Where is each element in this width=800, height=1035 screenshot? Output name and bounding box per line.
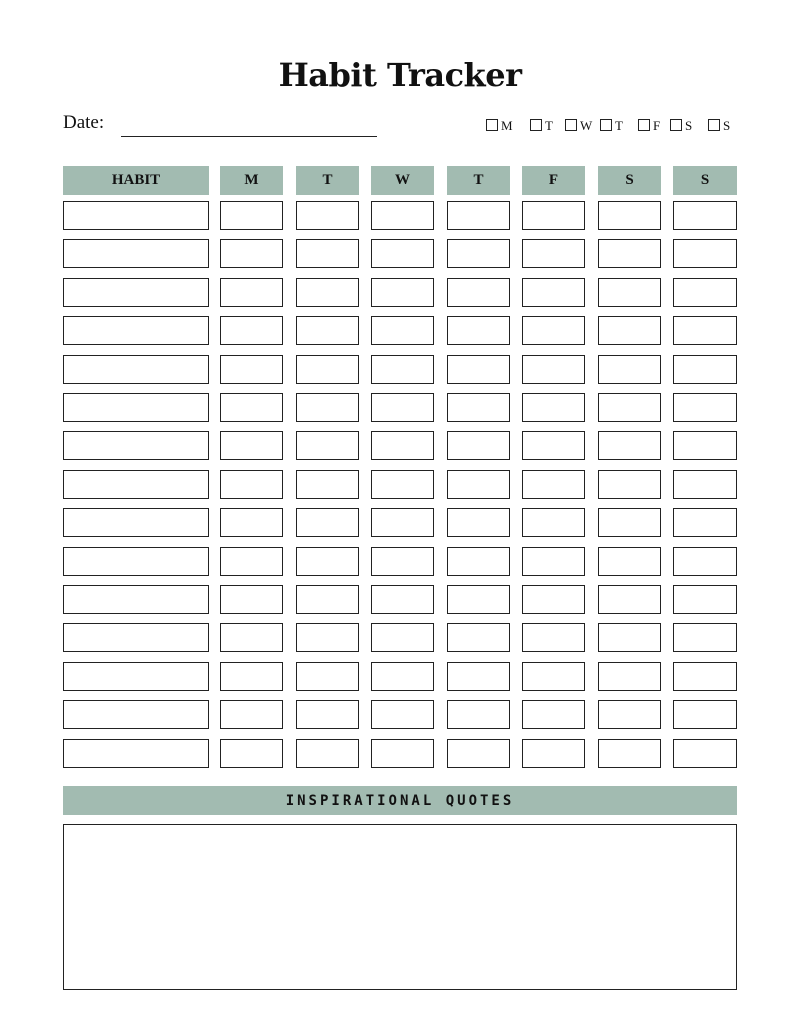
habit-day-cell[interactable]: [220, 278, 283, 307]
habit-day-cell[interactable]: [522, 623, 585, 652]
day-checkbox[interactable]: [565, 119, 577, 131]
habit-day-cell[interactable]: [598, 547, 661, 576]
habit-day-cell[interactable]: [220, 508, 283, 537]
habit-day-cell[interactable]: [522, 508, 585, 537]
day-checkbox[interactable]: [708, 119, 720, 131]
habit-day-cell[interactable]: [447, 508, 510, 537]
habit-day-cell[interactable]: [522, 662, 585, 691]
day-check-label: T: [545, 118, 553, 133]
habit-day-cell[interactable]: [296, 355, 359, 384]
habit-day-cell[interactable]: [220, 355, 283, 384]
day-check-label: M: [501, 118, 513, 133]
habit-name-cell[interactable]: [63, 470, 209, 499]
habit-day-cell[interactable]: [296, 201, 359, 230]
habit-day-cell[interactable]: [447, 470, 510, 499]
habit-day-cell[interactable]: [673, 662, 737, 691]
habit-day-cell[interactable]: [673, 431, 737, 460]
habit-day-cell[interactable]: [371, 547, 434, 576]
page-title: Habit Tracker: [278, 56, 522, 94]
day-checkbox[interactable]: [530, 119, 542, 131]
habit-day-cell[interactable]: [522, 201, 585, 230]
column-header-day: T: [447, 166, 510, 195]
habit-day-cell[interactable]: [447, 316, 510, 345]
habit-day-cell[interactable]: [220, 470, 283, 499]
habit-day-cell[interactable]: [673, 316, 737, 345]
habit-day-cell[interactable]: [522, 239, 585, 268]
habit-day-cell[interactable]: [522, 355, 585, 384]
habit-day-cell[interactable]: [296, 623, 359, 652]
habit-day-cell[interactable]: [296, 662, 359, 691]
day-checkbox[interactable]: [638, 119, 650, 131]
habit-day-cell[interactable]: [522, 316, 585, 345]
habit-day-cell[interactable]: [447, 585, 510, 614]
habit-day-cell[interactable]: [522, 739, 585, 768]
habit-day-cell[interactable]: [296, 585, 359, 614]
date-field-line[interactable]: [121, 136, 377, 137]
habit-day-cell[interactable]: [371, 470, 434, 499]
habit-day-cell[interactable]: [220, 239, 283, 268]
habit-name-cell[interactable]: [63, 278, 209, 307]
column-header-day: M: [220, 166, 283, 195]
day-checkbox[interactable]: [600, 119, 612, 131]
habit-day-cell[interactable]: [598, 623, 661, 652]
habit-day-cell[interactable]: [296, 239, 359, 268]
habit-name-cell[interactable]: [63, 700, 209, 729]
habit-day-cell[interactable]: [371, 739, 434, 768]
habit-day-cell[interactable]: [371, 508, 434, 537]
column-header-day: S: [673, 166, 737, 195]
habit-day-cell[interactable]: [447, 431, 510, 460]
habit-day-cell[interactable]: [522, 431, 585, 460]
habit-day-cell[interactable]: [673, 470, 737, 499]
habit-name-cell[interactable]: [63, 508, 209, 537]
habit-name-cell[interactable]: [63, 316, 209, 345]
habit-day-cell[interactable]: [447, 623, 510, 652]
column-header-day: W: [371, 166, 434, 195]
habit-day-cell[interactable]: [673, 201, 737, 230]
habit-name-cell[interactable]: [63, 355, 209, 384]
column-header-habit: HABIT: [63, 166, 209, 195]
habit-day-cell[interactable]: [296, 431, 359, 460]
habit-day-cell[interactable]: [447, 239, 510, 268]
column-header-day: T: [296, 166, 359, 195]
habit-day-cell[interactable]: [598, 700, 661, 729]
habit-day-cell[interactable]: [673, 355, 737, 384]
habit-name-cell[interactable]: [63, 623, 209, 652]
column-header-day: F: [522, 166, 585, 195]
habit-day-cell[interactable]: [371, 700, 434, 729]
habit-day-cell[interactable]: [371, 431, 434, 460]
habit-day-cell[interactable]: [598, 585, 661, 614]
habit-day-cell[interactable]: [673, 700, 737, 729]
habit-day-cell[interactable]: [296, 470, 359, 499]
habit-day-cell[interactable]: [598, 662, 661, 691]
day-check-label: T: [615, 118, 623, 133]
habit-day-cell[interactable]: [220, 547, 283, 576]
habit-day-cell[interactable]: [296, 316, 359, 345]
habit-day-cell[interactable]: [371, 355, 434, 384]
habit-day-cell[interactable]: [220, 431, 283, 460]
habit-day-cell[interactable]: [598, 470, 661, 499]
habit-day-cell[interactable]: [220, 623, 283, 652]
habit-name-cell[interactable]: [63, 239, 209, 268]
habit-day-cell[interactable]: [447, 662, 510, 691]
day-checkbox[interactable]: [486, 119, 498, 131]
habit-day-cell[interactable]: [598, 201, 661, 230]
habit-day-cell[interactable]: [522, 393, 585, 422]
habit-day-cell[interactable]: [220, 316, 283, 345]
habit-name-cell[interactable]: [63, 547, 209, 576]
habit-name-cell[interactable]: [63, 431, 209, 460]
column-header-day: S: [598, 166, 661, 195]
habit-day-cell[interactable]: [220, 739, 283, 768]
habit-day-cell[interactable]: [522, 547, 585, 576]
habit-day-cell[interactable]: [598, 278, 661, 307]
habit-name-cell[interactable]: [63, 393, 209, 422]
habit-name-cell[interactable]: [63, 201, 209, 230]
habit-day-cell[interactable]: [371, 623, 434, 652]
habit-day-cell[interactable]: [673, 508, 737, 537]
habit-name-cell[interactable]: [63, 585, 209, 614]
habit-day-cell[interactable]: [220, 393, 283, 422]
day-check-label: S: [685, 118, 693, 133]
habit-day-cell[interactable]: [447, 547, 510, 576]
habit-name-cell[interactable]: [63, 739, 209, 768]
habit-day-cell[interactable]: [447, 201, 510, 230]
quotes-box[interactable]: [63, 824, 737, 990]
habit-day-cell[interactable]: [598, 393, 661, 422]
habit-day-cell[interactable]: [673, 239, 737, 268]
habit-day-cell[interactable]: [598, 431, 661, 460]
habit-day-cell[interactable]: [522, 700, 585, 729]
habit-day-cell[interactable]: [598, 316, 661, 345]
habit-day-cell[interactable]: [673, 393, 737, 422]
habit-day-cell[interactable]: [296, 393, 359, 422]
habit-day-cell[interactable]: [598, 239, 661, 268]
habit-day-cell[interactable]: [371, 201, 434, 230]
habit-day-cell[interactable]: [447, 739, 510, 768]
habit-day-cell[interactable]: [371, 662, 434, 691]
habit-day-cell[interactable]: [371, 316, 434, 345]
habit-day-cell[interactable]: [598, 739, 661, 768]
habit-day-cell[interactable]: [447, 393, 510, 422]
habit-day-cell[interactable]: [371, 278, 434, 307]
habit-day-cell[interactable]: [296, 508, 359, 537]
habit-day-cell[interactable]: [220, 700, 283, 729]
quotes-header: INSPIRATIONAL QUOTES: [63, 786, 737, 815]
habit-day-cell[interactable]: [522, 585, 585, 614]
habit-day-cell[interactable]: [522, 470, 585, 499]
habit-day-cell[interactable]: [296, 278, 359, 307]
habit-day-cell[interactable]: [673, 547, 737, 576]
habit-day-cell[interactable]: [220, 201, 283, 230]
day-check-label: F: [653, 118, 661, 133]
habit-day-cell[interactable]: [371, 585, 434, 614]
habit-day-cell[interactable]: [447, 700, 510, 729]
habit-day-cell[interactable]: [296, 547, 359, 576]
habit-day-cell[interactable]: [673, 623, 737, 652]
habit-day-cell[interactable]: [220, 662, 283, 691]
day-checkbox[interactable]: [670, 119, 682, 131]
habit-day-cell[interactable]: [598, 508, 661, 537]
habit-day-cell[interactable]: [598, 355, 661, 384]
habit-day-cell[interactable]: [296, 700, 359, 729]
habit-day-cell[interactable]: [371, 393, 434, 422]
date-label: Date:: [63, 112, 105, 133]
habit-day-cell[interactable]: [673, 278, 737, 307]
habit-day-cell[interactable]: [522, 278, 585, 307]
habit-day-cell[interactable]: [447, 278, 510, 307]
habit-day-cell[interactable]: [220, 585, 283, 614]
habit-day-cell[interactable]: [673, 585, 737, 614]
habit-day-cell[interactable]: [673, 739, 737, 768]
habit-day-cell[interactable]: [447, 355, 510, 384]
day-check-label: W: [580, 118, 593, 133]
habit-name-cell[interactable]: [63, 662, 209, 691]
habit-day-cell[interactable]: [371, 239, 434, 268]
habit-day-cell[interactable]: [296, 739, 359, 768]
day-check-label: S: [723, 118, 731, 133]
